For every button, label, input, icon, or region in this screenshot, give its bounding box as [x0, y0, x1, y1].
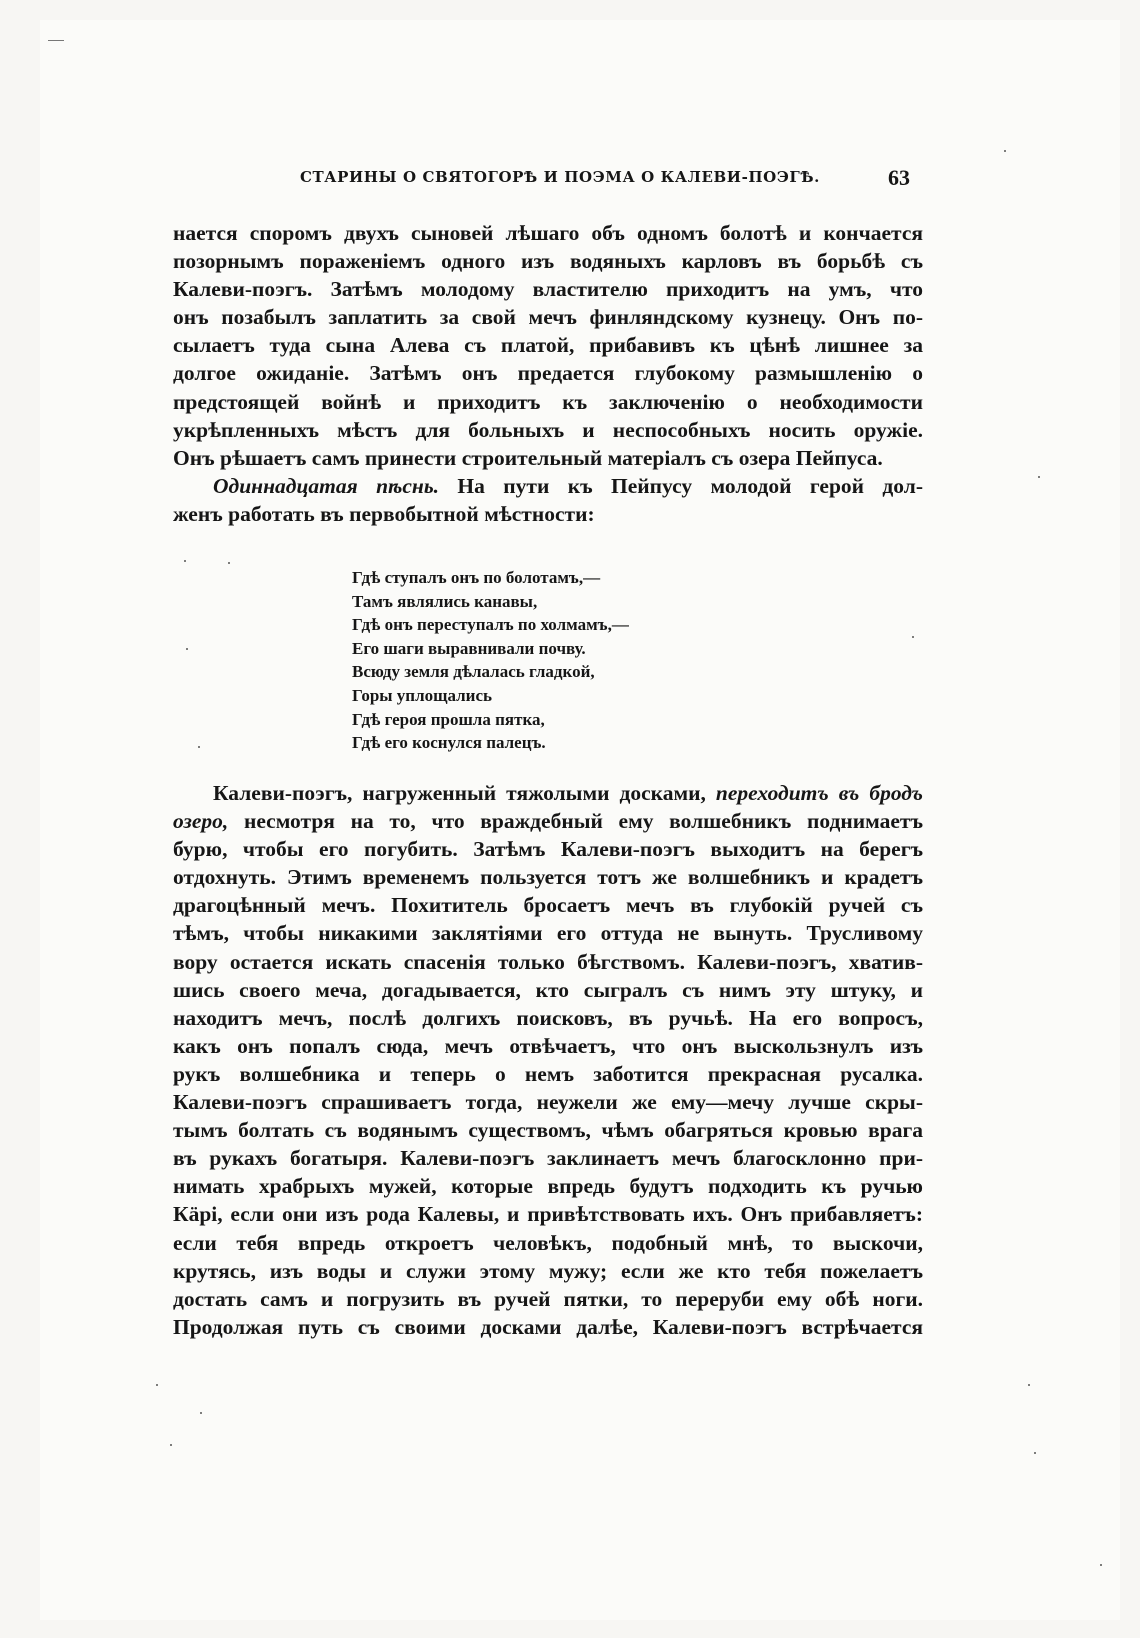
text-line: отдохнуть. Этимъ временемъ пользуется тотъ же волшебникъ и крадетъ	[173, 865, 923, 890]
text-line: крутясь, изъ воды и служи этому мужу; если же кто тебя пожелаетъ	[173, 1258, 923, 1283]
paragraph-2	[173, 779, 923, 1341]
text-line: Онъ рѣшаетъ самъ принести строительный матерiалъ съ озера Пейпуса.	[173, 445, 883, 470]
text-line: шись своего меча, догадывается, кто сыгралъ съ нимъ эту штуку, и	[173, 977, 923, 1002]
poem-verse: Гдѣ его коснулся палецъ.	[352, 733, 546, 753]
page-number: 63	[888, 165, 910, 190]
poem-verse: Его шаги выравнивали почву.	[352, 638, 586, 658]
scan-speck	[228, 562, 230, 564]
paragraph-1	[173, 219, 923, 528]
scan-speck	[1034, 1452, 1036, 1454]
canto-title: Одиннадцатая пѣснь.	[213, 473, 440, 498]
text-line: драгоцѣнный мечъ. Похититель бросаетъ мечъ въ глубокiй ручей съ	[173, 893, 923, 918]
text-line: позорнымъ пораженiемъ одного изъ водяныхъ карловъ въ борьбѣ съ	[173, 249, 923, 274]
poem-verse: Гдѣ героя прошла пятка,	[352, 709, 545, 729]
text-line: нается споромъ двухъ сыновей лѣшаго объ одномъ болотѣ и кончается	[173, 221, 923, 245]
text-line: въ рукахъ богатыря. Калеви-поэгъ заклинаетъ мечъ благосклонно при-	[173, 1146, 923, 1171]
poem-verse: Гдѣ ступалъ онъ по болотамъ,—	[352, 568, 601, 587]
text-line: укрѣпленныхъ мѣстъ для больныхъ и неспособныхъ носить оружiе.	[173, 417, 923, 442]
italic-phrase: озеро,	[173, 809, 229, 834]
scan-speck	[1038, 476, 1040, 478]
scan-speck	[156, 1384, 158, 1386]
text-line: нимать храбрыхъ мужей, которые впредь будутъ подходить къ ручью	[173, 1174, 923, 1199]
text-line: Калеви-поэгъ. Затѣмъ молодому властителю приходитъ на умъ, что	[173, 277, 923, 302]
scan-speck	[186, 648, 188, 650]
text-line: Калеви-поэгъ спрашиваетъ тогда, неужели же ему—мечу лучше скры-	[173, 1090, 923, 1115]
text-line: тымъ болтать съ водянымъ существомъ, чѣмъ обагряться кровью врага	[173, 1118, 923, 1143]
text-line: предстоящей войнѣ и приходитъ къ заключенiю о необходимости	[173, 389, 923, 414]
text-line: тѣмъ, чтобы никакими заклятiями его оттуда не вынуть. Трусливому	[173, 921, 923, 946]
poem-quote	[352, 566, 629, 755]
poem-verse: Гдѣ онъ переступалъ по холмамъ,—	[352, 615, 629, 635]
text-fragment: несмотря на то, что враждебный ему волшебникъ поднимаетъ	[243, 809, 924, 834]
text-line: достать самъ и погрузить въ ручей пятки, то переруби ему обѣ ноги.	[173, 1286, 923, 1311]
poem-verse: Горы уплощались	[352, 685, 493, 705]
poem-verse: Всюду земля дѣлалась гладкой,	[352, 662, 595, 682]
text-line: женъ работать въ первобытной мѣстности:	[173, 501, 595, 526]
text-line: рукъ волшебника и теперь о немъ заботится прекрасная русалка.	[173, 1061, 923, 1086]
text-line: какъ онъ попалъ сюда, мечъ отвѣчаетъ, что онъ выскользнулъ изъ	[173, 1033, 923, 1058]
scan-speck	[912, 636, 914, 638]
text-line	[173, 779, 923, 807]
text-line: бурю, чтобы его погубить. Затѣмъ Калеви-поэгъ выходитъ на берегъ	[173, 837, 923, 862]
scan-speck	[200, 1412, 202, 1414]
scan-mark	[48, 40, 64, 41]
text-line: если тебя впредь откроетъ человѣкъ, подобный мнѣ, то выскочи,	[173, 1230, 923, 1255]
text-line	[173, 807, 923, 835]
text-line: долгое ожиданiе. Затѣмъ онъ предается глубокому размышленiю о	[173, 361, 923, 386]
scan-speck	[1100, 1564, 1102, 1566]
text-line: онъ позабылъ заплатить за свой мечъ финляндскому кузнецу. Онъ по-	[173, 305, 923, 330]
text-line: сылаетъ туда сына Алева съ платой, прибавивъ къ цѣнѣ лишнее за	[173, 333, 923, 358]
scan-speck	[1028, 1384, 1030, 1386]
text-fragment: Калеви-поэгъ, нагруженный тяжолыми досками,	[213, 781, 706, 805]
poem-verse: Тамъ являлись канавы,	[352, 591, 538, 611]
scan-speck	[184, 560, 186, 562]
italic-phrase: переходитъ въ бродъ	[715, 781, 923, 805]
text-line: Продолжая путь съ своими досками далѣе, Калеви-поэгъ встрѣчается	[173, 1314, 923, 1339]
text-line	[173, 472, 923, 500]
text-line: вору остается искать спасенiя только бѣгствомъ. Калеви-поэгъ, хватив-	[173, 949, 923, 974]
scan-speck	[198, 746, 200, 748]
scan-speck	[170, 1444, 172, 1446]
scan-speck	[1004, 150, 1006, 152]
text-line: находитъ мечъ, послѣ долгихъ поисковъ, въ ручьѣ. На его вопросъ,	[173, 1005, 923, 1030]
text-line: Кäрi, если они изъ рода Калевы, и привѣтствовать ихъ. Онъ прибавляетъ:	[173, 1202, 923, 1227]
text-fragment: На пути къ Пейпусу молодой герой дол-	[457, 473, 923, 498]
running-title: СТАРИНЫ О СВЯТОГОРѢ И ПОЭМА О КАЛЕВИ-ПОЭГѢ.	[300, 168, 820, 186]
